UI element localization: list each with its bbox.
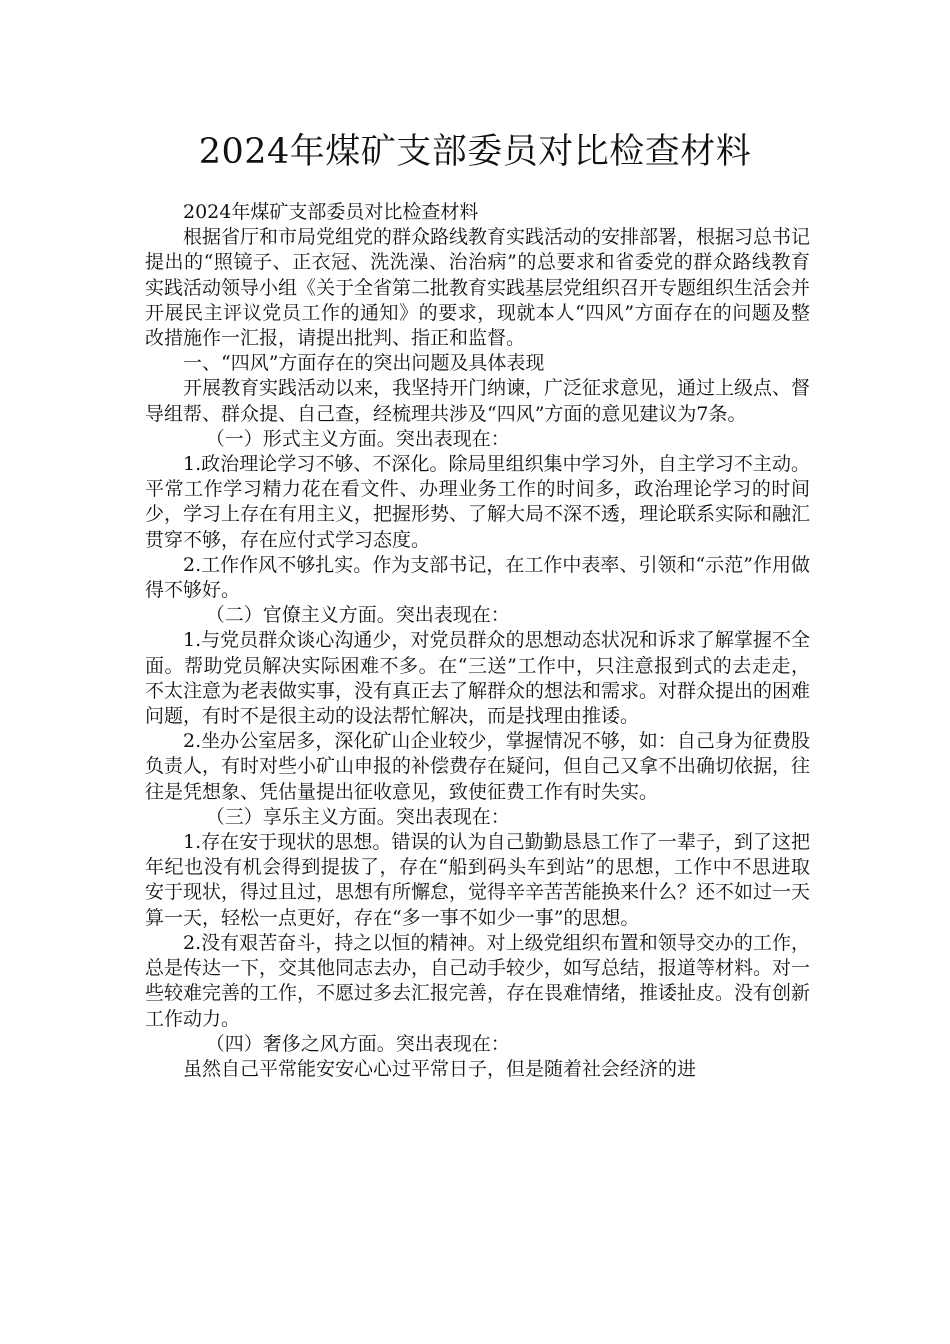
- list-item-paragraph: 2.没有艰苦奋斗，持之以恒的精神。对上级党组织布置和领导交办的工作，总是传达一下，交其他同志去办，自己动手较少，如写总结，报道等材料。对一些较难完善的工作，不愿过多去汇报完善，存在畏难情绪，推诿扯皮。没有创新工作动力。: [145, 931, 811, 1030]
- list-item-paragraph: 1.存在安于现状的思想。错误的认为自己勤勤恳恳工作了一辈子，到了这把年纪也没有机会得到提拔了，存在“船到码头车到站”的思想，工作中不思进取安于现状，得过且过，思想有所懈怠，觉得辛辛苦苦能换来什么？还不如过一天算一天，轻松一点更好，存在“多一事不如少一事”的思想。: [145, 831, 811, 929]
- subsection-heading-hedonism: （三）享乐主义方面。突出表现在：: [205, 805, 510, 828]
- document-body: [145, 200, 810, 1082]
- subtitle-paragraph: 2024年煤矿支部委员对比检查材料: [183, 201, 479, 223]
- subsection-heading-formalism: （一）形式主义方面。突出表现在：: [205, 427, 510, 450]
- body-paragraph: 开展教育实践活动以来，我坚持开门纳谏，广泛征求意见，通过上级点、督导组帮、群众提、自己查，经梳理共涉及“四风”方面的意见建议为7条。: [145, 377, 811, 425]
- list-item-paragraph: 1.与党员群众谈心沟通少，对党员群众的思想动态状况和诉求了解掌握不全面。帮助党员解决实际困难不多。在“三送”工作中，只注意报到式的去走走，不太注意为老表做实事，没有真正去了解群众的想法和需求。对群众提出的困难问题，有时不是很主动的设法帮忙解决，而是找理由推诿。: [145, 629, 811, 728]
- body-paragraph: 虽然自己平常能安安心心过平常日子，但是随着社会经济的进: [183, 1057, 697, 1080]
- subsection-heading-extravagance: （四）奢侈之风方面。突出表现在：: [205, 1032, 510, 1055]
- list-item-paragraph: 2.工作作风不够扎实。作为支部书记，在工作中表率、引领和“示范”作用做得不够好。: [145, 553, 810, 602]
- list-item-paragraph: 2.坐办公室居多，深化矿山企业较少，掌握情况不够，如：自己身为征费股负责人，有时对些小矿山申报的补偿费存在疑问，但自己又拿不出确切依据，往往是凭想象、凭估量提出征收意见，致使征费工作有时失实。: [145, 730, 811, 803]
- document-title: 2024年煤矿支部委员对比检查材料: [198, 132, 752, 172]
- subsection-heading-bureaucracy: （二）官僚主义方面。突出表现在：: [205, 604, 510, 627]
- section-heading-1: 一、“四风”方面存在的突出问题及具体表现: [183, 352, 545, 375]
- list-item-paragraph: 1.政治理论学习不够、不深化。除局里组织集中学习外，自主学习不主动。平常工作学习精力花在看文件、办理业务工作的时间多，政治理论学习的时间少，学习上存在有用主义，把握形势、了解大局不深不透，理论联系实际和融汇贯穿不够，存在应付式学习态度。: [145, 453, 811, 551]
- intro-paragraph: 根据省厅和市局党组党的群众路线教育实践活动的安排部署，根据习总书记提出的“照镜子、正衣冠、洗洗澡、治治病”的总要求和省委党的群众路线教育实践活动领导小组《关于全省第二批教育实践基层党组织召开专题组织生活会并开展民主评议党员工作的通知》的要求，现就本人“四风”方面存在的问题及整改措施作一汇报，请提出批判、指正和监督。: [145, 226, 811, 350]
